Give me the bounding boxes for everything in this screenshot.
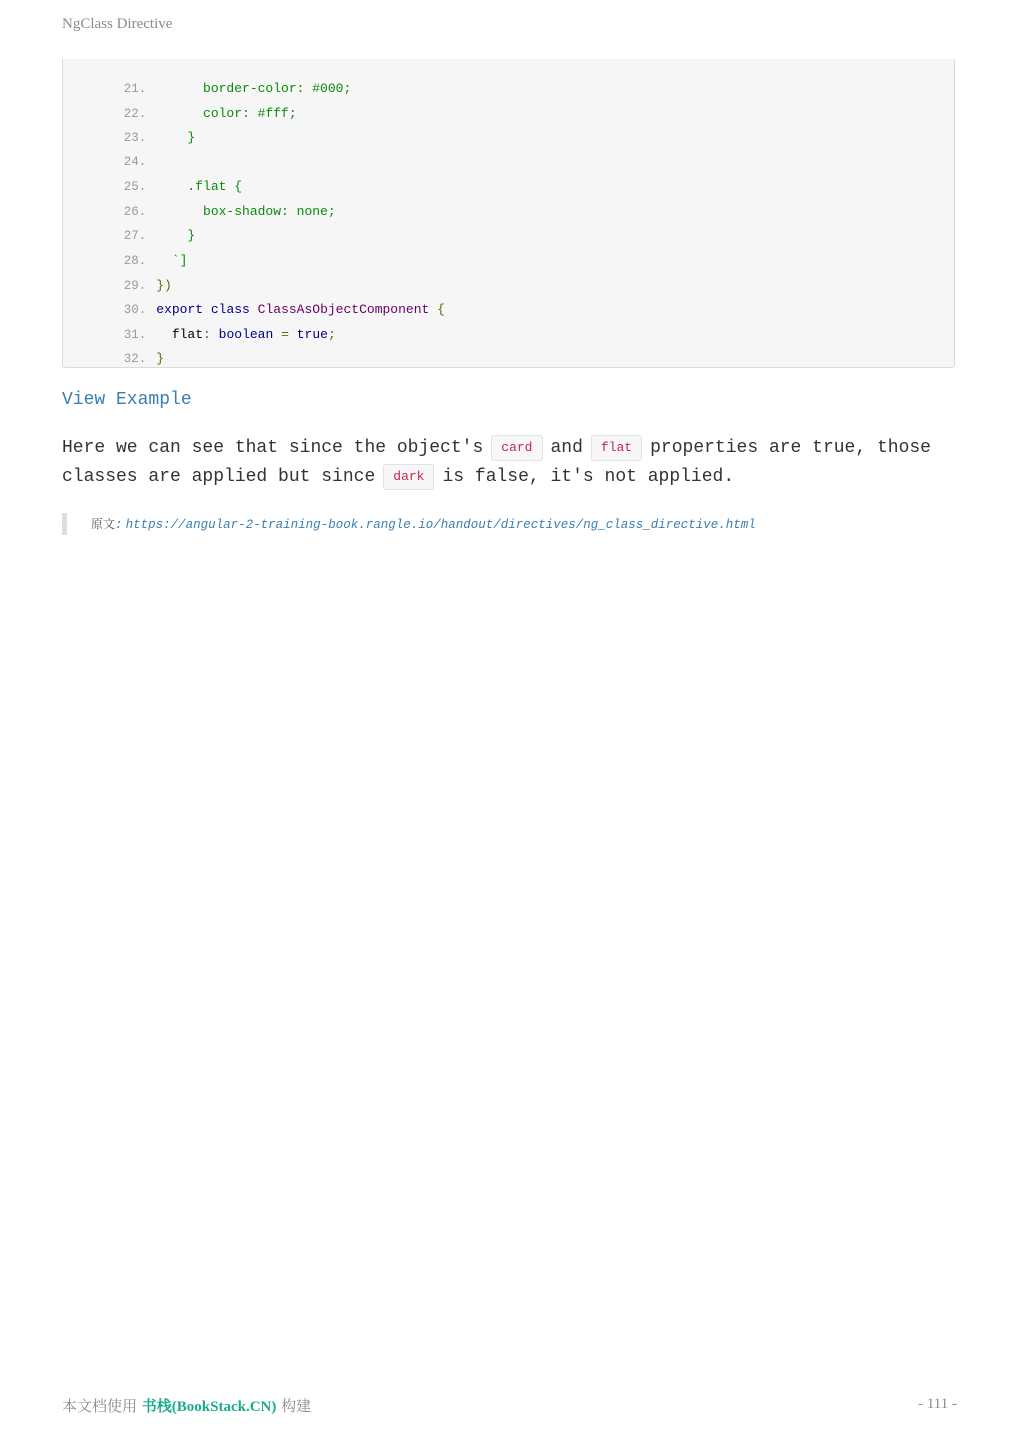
code-text: } (156, 351, 165, 366)
code-text: color: #fff; (156, 106, 297, 121)
code-line (63, 59, 352, 96)
footer-brand-link[interactable]: 书栈(BookStack.CN) (141, 1399, 277, 1415)
line-number: 23. (123, 131, 147, 145)
source-url-link[interactable]: https://angular-2-training-book.rangle.io/handout/directives/ng_class_directive.html (125, 518, 756, 532)
page-number: - 111 - (918, 1396, 957, 1412)
code-line (63, 329, 165, 366)
code-line (63, 132, 156, 169)
code-line (63, 280, 445, 317)
code-keyword: export (156, 302, 204, 317)
paragraph-text: is false, it's not applied. (442, 467, 735, 487)
footer-prefix: 本文档使用 (62, 1397, 138, 1415)
code-line (63, 157, 243, 194)
code-text: }) (156, 278, 172, 293)
code-text: border-color: #000; (156, 81, 352, 96)
source-blockquote (62, 513, 756, 535)
code-line (63, 305, 336, 342)
view-example-link[interactable]: View Example (62, 390, 192, 410)
code-literal: true (296, 327, 328, 342)
inline-code-flat: flat (591, 435, 642, 461)
source-label: 原文 (91, 517, 116, 531)
line-number: 32. (123, 352, 147, 366)
paragraph-text: properties are true, those classes are applied but since (62, 438, 931, 487)
line-number: 24. (123, 155, 147, 169)
line-number: 31. (123, 328, 147, 342)
line-number: 30. (123, 303, 147, 317)
code-punctuation: : (203, 327, 211, 342)
paragraph-text: and (550, 438, 583, 458)
code-keyword: class (210, 302, 250, 317)
code-text: .flat { (156, 179, 243, 194)
inline-code-dark: dark (383, 464, 434, 490)
code-text: } (156, 228, 196, 243)
page-header-title: NgClass Directive (62, 16, 173, 32)
inline-code-card: card (491, 435, 542, 461)
line-number: 29. (123, 279, 147, 293)
line-number: 26. (123, 205, 147, 219)
code-operator: = (281, 327, 289, 342)
code-punctuation: { (437, 302, 445, 317)
paragraph-text: Here we can see that since the object's (62, 438, 484, 458)
line-number: 25. (123, 180, 147, 194)
code-punctuation: ; (327, 327, 336, 342)
code-line (63, 182, 336, 219)
code-class-name: ClassAsObjectComponent (257, 302, 430, 317)
code-line (63, 108, 196, 145)
line-number: 22. (123, 107, 147, 121)
code-text: } (156, 130, 196, 145)
line-number: 27. (123, 229, 147, 243)
line-number: 21. (123, 82, 147, 96)
body-paragraph (62, 434, 962, 492)
code-text: box-shadow: none; (156, 204, 336, 219)
code-block (62, 59, 955, 368)
code-line (63, 206, 196, 243)
code-type: boolean (218, 327, 274, 342)
code-line (63, 84, 297, 121)
footer-credit (62, 1395, 311, 1416)
code-line (63, 231, 188, 268)
code-line (63, 256, 172, 293)
code-identifier: flat (171, 327, 204, 342)
source-colon: : (115, 518, 123, 532)
code-text: `] (156, 253, 188, 268)
footer-suffix: 构建 (281, 1397, 312, 1415)
line-number: 28. (123, 254, 147, 268)
